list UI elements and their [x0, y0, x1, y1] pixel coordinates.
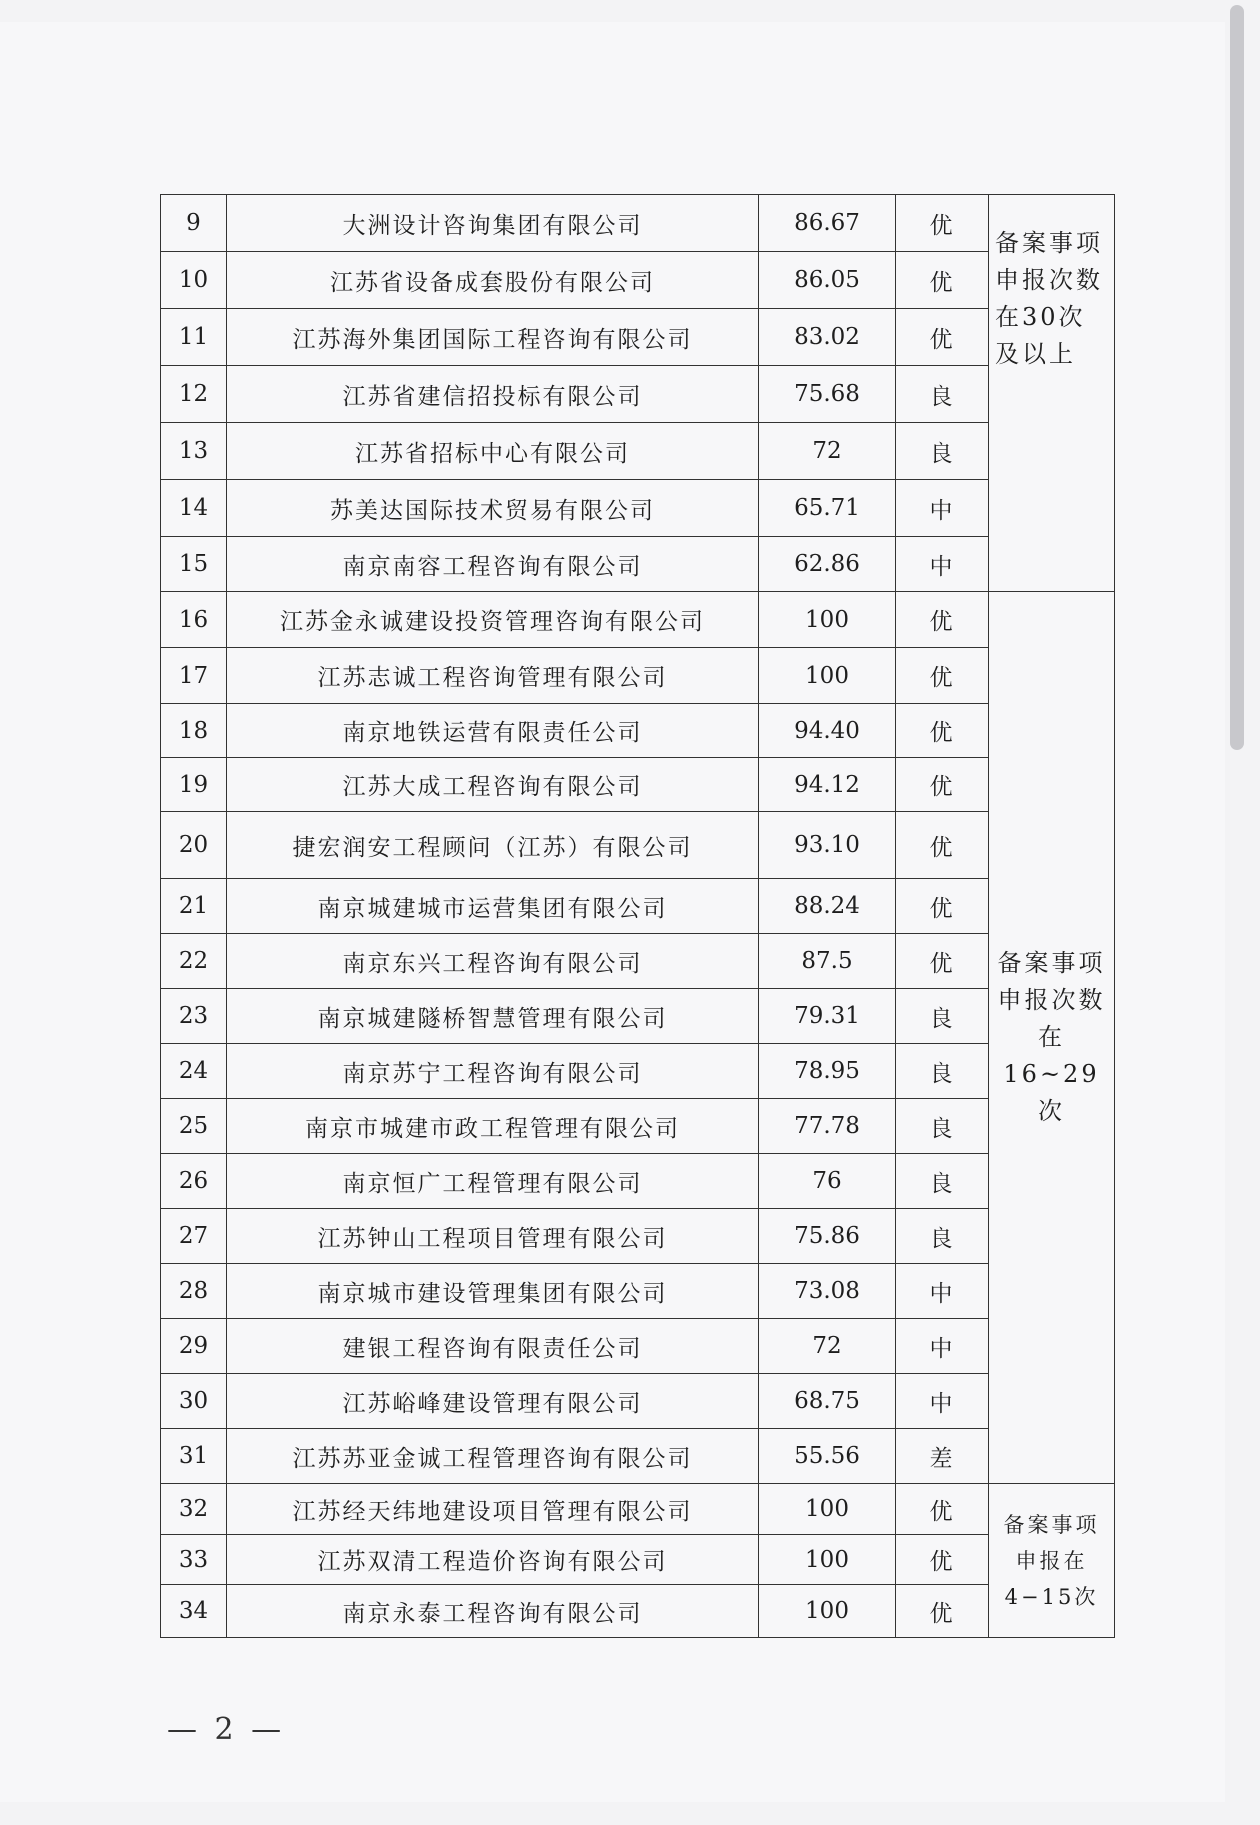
company-name: 南京永泰工程咨询有限公司 [227, 1585, 759, 1638]
row-number: 33 [161, 1535, 227, 1585]
company-name: 江苏钟山工程项目管理有限公司 [227, 1209, 759, 1264]
company-name: 南京城建隧桥智慧管理有限公司 [227, 989, 759, 1044]
row-number: 12 [161, 366, 227, 423]
company-name: 南京南容工程咨询有限公司 [227, 537, 759, 592]
grade-value: 良 [896, 1154, 989, 1209]
row-number: 30 [161, 1374, 227, 1429]
row-number: 13 [161, 423, 227, 480]
grade-value: 中 [896, 480, 989, 537]
grade-value: 良 [896, 1044, 989, 1099]
score-value: 100 [759, 1484, 896, 1535]
row-number: 26 [161, 1154, 227, 1209]
company-name: 江苏大成工程咨询有限公司 [227, 758, 759, 812]
grade-value: 良 [896, 989, 989, 1044]
score-value: 77.78 [759, 1099, 896, 1154]
score-value: 100 [759, 1535, 896, 1585]
table-row [161, 480, 1115, 537]
grade-value: 优 [896, 195, 989, 252]
company-name: 江苏苏亚金诚工程管理咨询有限公司 [227, 1429, 759, 1484]
page-number: — 2 — [167, 1712, 286, 1747]
group-label: 备案事项申报次数在16~29次 [989, 592, 1115, 1484]
table-row [161, 366, 1115, 423]
row-number: 31 [161, 1429, 227, 1484]
company-name: 江苏双清工程造价咨询有限公司 [227, 1535, 759, 1585]
grade-value: 优 [896, 758, 989, 812]
company-name: 苏美达国际技术贸易有限公司 [227, 480, 759, 537]
score-value: 76 [759, 1154, 896, 1209]
table-row [161, 309, 1115, 366]
grade-value: 优 [896, 934, 989, 989]
row-number: 19 [161, 758, 227, 812]
row-number: 32 [161, 1484, 227, 1535]
grade-value: 优 [896, 648, 989, 704]
row-number: 28 [161, 1264, 227, 1319]
score-value: 86.05 [759, 252, 896, 309]
table-row [161, 934, 1115, 989]
table-row [161, 1264, 1115, 1319]
score-value: 73.08 [759, 1264, 896, 1319]
row-number: 20 [161, 812, 227, 879]
company-name: 南京市城建市政工程管理有限公司 [227, 1099, 759, 1154]
grade-value: 中 [896, 537, 989, 592]
row-number: 14 [161, 480, 227, 537]
company-name: 江苏志诚工程咨询管理有限公司 [227, 648, 759, 704]
company-name: 江苏经天纬地建设项目管理有限公司 [227, 1484, 759, 1535]
company-name: 南京东兴工程咨询有限公司 [227, 934, 759, 989]
group-label: 备案事项申报在4−15次 [989, 1484, 1115, 1638]
row-number: 11 [161, 309, 227, 366]
company-name: 江苏海外集团国际工程咨询有限公司 [227, 309, 759, 366]
row-number: 24 [161, 1044, 227, 1099]
table-row [161, 1319, 1115, 1374]
row-number: 15 [161, 537, 227, 592]
row-number: 16 [161, 592, 227, 648]
row-number: 29 [161, 1319, 227, 1374]
table-row [161, 989, 1115, 1044]
company-name: 南京恒广工程管理有限公司 [227, 1154, 759, 1209]
row-number: 21 [161, 879, 227, 934]
table-row [161, 1044, 1115, 1099]
company-name: 南京苏宁工程咨询有限公司 [227, 1044, 759, 1099]
row-number: 9 [161, 195, 227, 252]
score-value: 83.02 [759, 309, 896, 366]
scrollbar[interactable] [1230, 5, 1244, 750]
table-row [161, 592, 1115, 648]
table-row [161, 1535, 1115, 1585]
row-number: 18 [161, 704, 227, 758]
company-name: 江苏金永诚建设投资管理咨询有限公司 [227, 592, 759, 648]
grade-value: 优 [896, 1585, 989, 1638]
table-row [161, 758, 1115, 812]
score-value: 55.56 [759, 1429, 896, 1484]
grade-value: 良 [896, 1099, 989, 1154]
grade-value: 中 [896, 1319, 989, 1374]
row-number: 27 [161, 1209, 227, 1264]
score-value: 62.86 [759, 537, 896, 592]
table-row [161, 1585, 1115, 1638]
grade-value: 优 [896, 592, 989, 648]
row-number: 23 [161, 989, 227, 1044]
group-label: 备案事项申报次数在30次及以上 [989, 195, 1115, 592]
table-row [161, 648, 1115, 704]
table-row [161, 704, 1115, 758]
row-number: 25 [161, 1099, 227, 1154]
grade-value: 优 [896, 1535, 989, 1585]
score-value: 100 [759, 648, 896, 704]
company-name: 建银工程咨询有限责任公司 [227, 1319, 759, 1374]
score-value: 87.5 [759, 934, 896, 989]
score-value: 88.24 [759, 879, 896, 934]
table-row [161, 252, 1115, 309]
table-row [161, 812, 1115, 879]
row-number: 17 [161, 648, 227, 704]
company-name: 南京地铁运营有限责任公司 [227, 704, 759, 758]
table-row [161, 1429, 1115, 1484]
table-row [161, 423, 1115, 480]
company-name: 南京城市建设管理集团有限公司 [227, 1264, 759, 1319]
score-value: 78.95 [759, 1044, 896, 1099]
score-value: 75.68 [759, 366, 896, 423]
score-value: 86.67 [759, 195, 896, 252]
row-number: 34 [161, 1585, 227, 1638]
company-name: 南京城建城市运营集团有限公司 [227, 879, 759, 934]
score-value: 79.31 [759, 989, 896, 1044]
ranking-table [160, 194, 1115, 1638]
score-value: 94.40 [759, 704, 896, 758]
score-value: 93.10 [759, 812, 896, 879]
table-row [161, 879, 1115, 934]
grade-value: 优 [896, 704, 989, 758]
table-row [161, 1154, 1115, 1209]
company-name: 江苏省招标中心有限公司 [227, 423, 759, 480]
grade-value: 中 [896, 1374, 989, 1429]
table-row [161, 195, 1115, 252]
grade-value: 中 [896, 1264, 989, 1319]
score-value: 68.75 [759, 1374, 896, 1429]
table-row [161, 537, 1115, 592]
grade-value: 优 [896, 252, 989, 309]
table-row [161, 1484, 1115, 1535]
score-value: 72 [759, 1319, 896, 1374]
company-name: 江苏峪峰建设管理有限公司 [227, 1374, 759, 1429]
score-value: 94.12 [759, 758, 896, 812]
grade-value: 差 [896, 1429, 989, 1484]
grade-value: 优 [896, 879, 989, 934]
table-row [161, 1099, 1115, 1154]
company-name: 大洲设计咨询集团有限公司 [227, 195, 759, 252]
company-name: 江苏省设备成套股份有限公司 [227, 252, 759, 309]
grade-value: 良 [896, 423, 989, 480]
score-value: 72 [759, 423, 896, 480]
score-value: 75.86 [759, 1209, 896, 1264]
table-row [161, 1374, 1115, 1429]
grade-value: 优 [896, 812, 989, 879]
score-value: 65.71 [759, 480, 896, 537]
grade-value: 优 [896, 1484, 989, 1535]
score-value: 100 [759, 1585, 896, 1638]
table-row [161, 1209, 1115, 1264]
grade-value: 良 [896, 1209, 989, 1264]
row-number: 10 [161, 252, 227, 309]
company-name: 江苏省建信招投标有限公司 [227, 366, 759, 423]
grade-value: 良 [896, 366, 989, 423]
row-number: 22 [161, 934, 227, 989]
company-name: 捷宏润安工程顾问（江苏）有限公司 [227, 812, 759, 879]
grade-value: 优 [896, 309, 989, 366]
score-value: 100 [759, 592, 896, 648]
